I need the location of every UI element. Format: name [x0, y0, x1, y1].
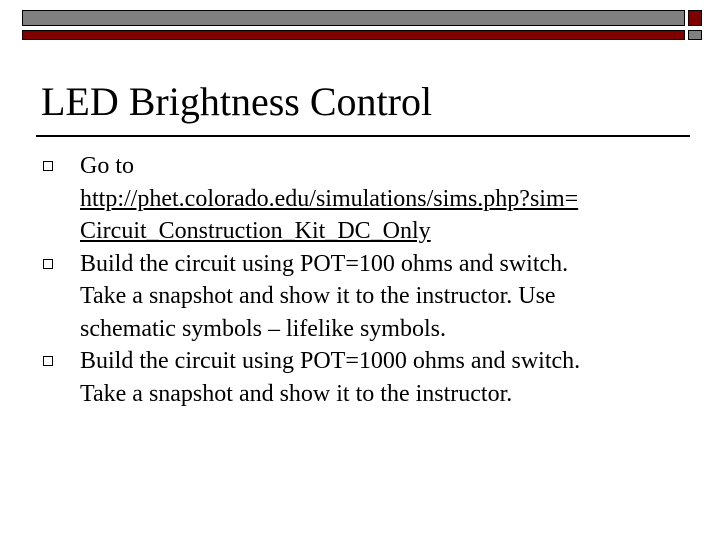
hollow-square-icon — [43, 161, 53, 171]
bullet-item-goto — [43, 150, 683, 248]
simulation-link[interactable] — [80, 183, 683, 248]
title-underline-rule — [36, 135, 690, 137]
header-red-bar — [22, 30, 685, 40]
hollow-square-icon — [43, 356, 53, 366]
header-corner-squares — [688, 10, 702, 40]
bullet-item-pot100 — [43, 248, 683, 346]
bullet-text-line: Build the circuit using POT=100 ohms and switch. — [80, 250, 569, 277]
bullet-text-line: Build the circuit using POT=1000 ohms and switch. — [80, 348, 581, 374]
hollow-square-icon — [43, 259, 53, 269]
simulation-link-line-1[interactable]: http://phet.colorado.edu/simulations/sims.php?sim= — [80, 185, 579, 212]
bullet-text-line: Take a snapshot and show it to the instructor. — [80, 380, 513, 407]
corner-gray-square — [688, 30, 702, 40]
header-gray-bar — [22, 10, 685, 26]
bullet-item-pot1000 — [43, 345, 683, 410]
simulation-link-line-2[interactable]: Circuit_Construction_Kit_DC_Only — [80, 218, 431, 244]
bullet-list — [43, 150, 683, 410]
header-decoration-band — [22, 10, 685, 40]
bullet-text-line: schematic symbols – lifelike symbols. — [80, 315, 446, 342]
bullet-text-line: Go to — [80, 153, 134, 179]
slide-title: LED Brightness Control — [41, 79, 433, 124]
corner-red-square — [688, 10, 702, 26]
bullet-text-line: Take a snapshot and show it to the instructor. Use — [80, 283, 556, 309]
